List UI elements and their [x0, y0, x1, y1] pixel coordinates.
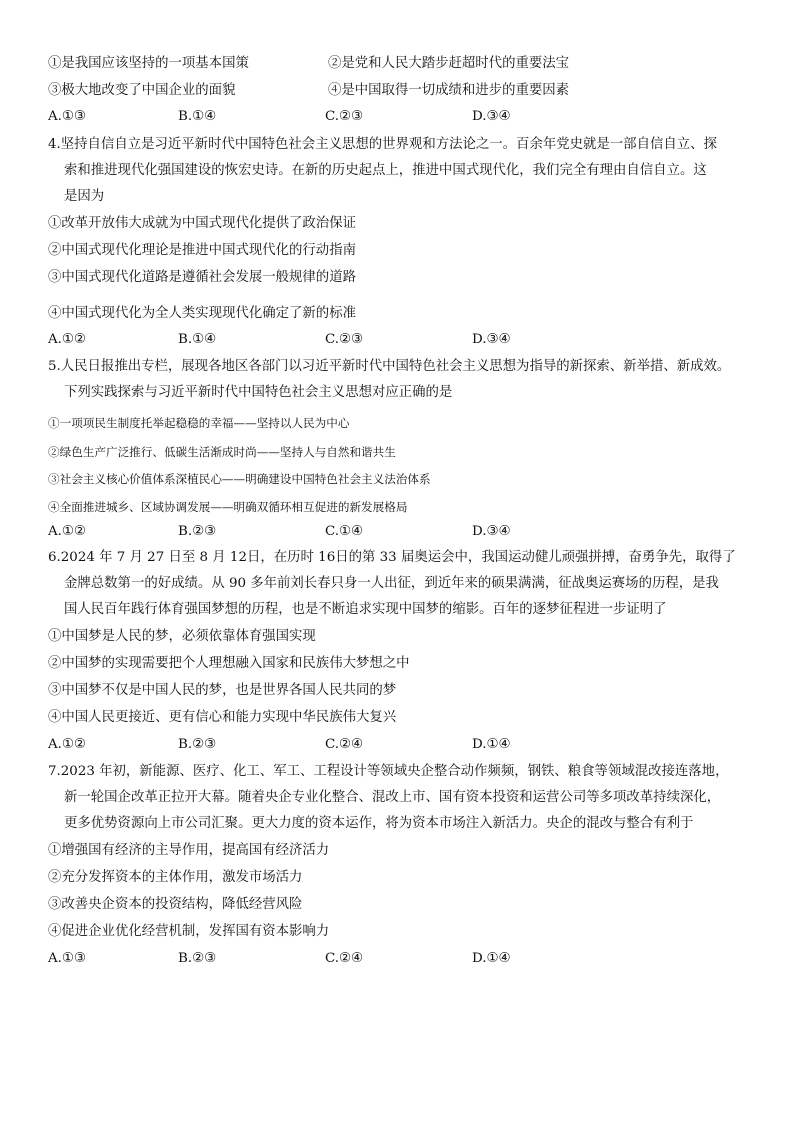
q3-option-a: A.①③ — [48, 109, 86, 124]
q7-item-1: ①增强国有经济的主导作用，提高国有经济活力 — [48, 843, 330, 858]
q6-item-4: ④中国人民更接近、更有信心和能力实现中华民族伟大复兴 — [48, 710, 397, 725]
q7-option-c: C.②④ — [325, 951, 364, 966]
q7-item-2: ②充分发挥资本的主体作用，激发市场活力 — [48, 870, 303, 885]
q7-option-b: B.②③ — [178, 951, 217, 966]
q3-item-1: ①是我国应该坚持的一项基本国策 — [48, 56, 249, 71]
q7-stem-line-3: 更多优势资源向上市公司汇聚。更大力度的资本运作，将为资本市场注入新活力。央企的混改与整合有利于 — [64, 816, 694, 831]
q4-item-2: ②中国式现代化理论是推进中国式现代化的行动指南 — [48, 243, 356, 258]
q3-item-3: ③极大地改变了中国企业的面貌 — [48, 83, 236, 98]
q7-option-d: D.①④ — [472, 951, 511, 966]
q4-stem-line-3: 是因为 — [64, 189, 105, 204]
q3-item-4: ④是中国取得一切成绩和进步的重要因素 — [328, 83, 570, 98]
q4-stem-line-2: 索和推进现代化强国建设的恢宏史诗。在新的历史起点上，推进中国式现代化，我们完全有理由自信自立。这 — [64, 163, 707, 178]
q6-option-c: C.②④ — [325, 737, 364, 752]
q3-item-2: ②是党和人民大踏步赶超时代的重要法宝 — [328, 56, 570, 71]
q3-option-d: D.③④ — [472, 109, 511, 124]
q5-item-2: ②绿色生产广泛推行、低碳生活渐成时尚——坚持人与自然和谐共生 — [48, 445, 396, 459]
q7-item-3: ③改善央企资本的投资结构，降低经营风险 — [48, 897, 303, 912]
q6-option-d: D.①④ — [472, 737, 511, 752]
q5-option-d: D.③④ — [472, 524, 511, 539]
q5-item-3: ③社会主义核心价值体系深植民心——明确建设中国特色社会主义法治体系 — [48, 472, 431, 486]
q7-stem-line-2: 新一轮国企改革正拉开大幕。随着央企专业化整合、混改上市、国有资本投资和运营公司等多项改革持续深化， — [64, 790, 721, 805]
q4-item-3: ③中国式现代化道路是遵循社会发展一般规律的道路 — [48, 270, 356, 285]
q4-option-a: A.①② — [48, 332, 86, 347]
q6-item-2: ②中国梦的实现需要把个人理想融入国家和民族伟大梦想之中 — [48, 656, 410, 671]
q6-stem-line-3: 国人民百年践行体育强国梦想的历程，也是不断追求实现中国梦的缩影。百年的逐梦征程进一步证明了 — [64, 602, 667, 617]
q5-option-c: C.①④ — [325, 524, 364, 539]
q5-stem-line-1: 5.人民日报推出专栏，展现各地区各部门以习近平新时代中国特色社会主义思想为指导的新探索、新举措、新成效。 — [48, 359, 731, 374]
q5-option-a: A.①② — [48, 524, 86, 539]
q4-item-4: ④中国式现代化为全人类实现现代化确定了新的标准 — [48, 306, 356, 321]
q7-stem-line-1: 7.2023 年初，新能源、医疗、化工、军工、工程设计等领域央企整合动作频频，钢铁、粮食等领域混改接连落地， — [48, 764, 729, 779]
q3-option-b: B.①④ — [178, 109, 217, 124]
q7-option-a: A.①③ — [48, 951, 86, 966]
q5-stem-line-2: 下列实践探索与习近平新时代中国特色社会主义思想对应正确的是 — [64, 385, 453, 400]
q6-option-b: B.②③ — [178, 737, 217, 752]
q4-option-b: B.①④ — [178, 332, 217, 347]
q4-option-d: D.③④ — [472, 332, 511, 347]
q6-stem-line-1: 6.2024 年 7 月 27 日至 8 月 12日，在历时 16日的第 33 届奥运会中，我国运动健儿顽强拼搏，奋勇争先，取得了 — [48, 550, 736, 565]
q6-item-1: ①中国梦是人民的梦，必须依靠体育强国实现 — [48, 629, 316, 644]
q6-option-a: A.①② — [48, 737, 86, 752]
q4-stem-line-1: 4.坚持自信自立是习近平新时代中国特色社会主义思想的世界观和方法论之一。百余年党史就是一部自信自立、探 — [48, 137, 717, 152]
q4-item-1: ①改革开放伟大成就为中国式现代化提供了政治保证 — [48, 216, 356, 231]
q5-item-1: ①一项项民生制度托举起稳稳的幸福——坚持以人民为中心 — [48, 416, 350, 430]
q3-option-c: C.②③ — [325, 109, 364, 124]
q6-item-3: ③中国梦不仅是中国人民的梦，也是世界各国人民共同的梦 — [48, 683, 397, 698]
q6-stem-line-2: 金牌总数第一的好成绩。从 90 多年前刘长春只身一人出征，到近年来的硕果满满，征战奥运赛场的历程，是我 — [64, 576, 719, 591]
q4-option-c: C.②③ — [325, 332, 364, 347]
q7-item-4: ④促进企业优化经营机制，发挥国有资本影响力 — [48, 924, 330, 939]
q5-item-4: ④全面推进城乡、区域协调发展——明确双循环相互促进的新发展格局 — [48, 500, 408, 514]
q5-option-b: B.②③ — [178, 524, 217, 539]
